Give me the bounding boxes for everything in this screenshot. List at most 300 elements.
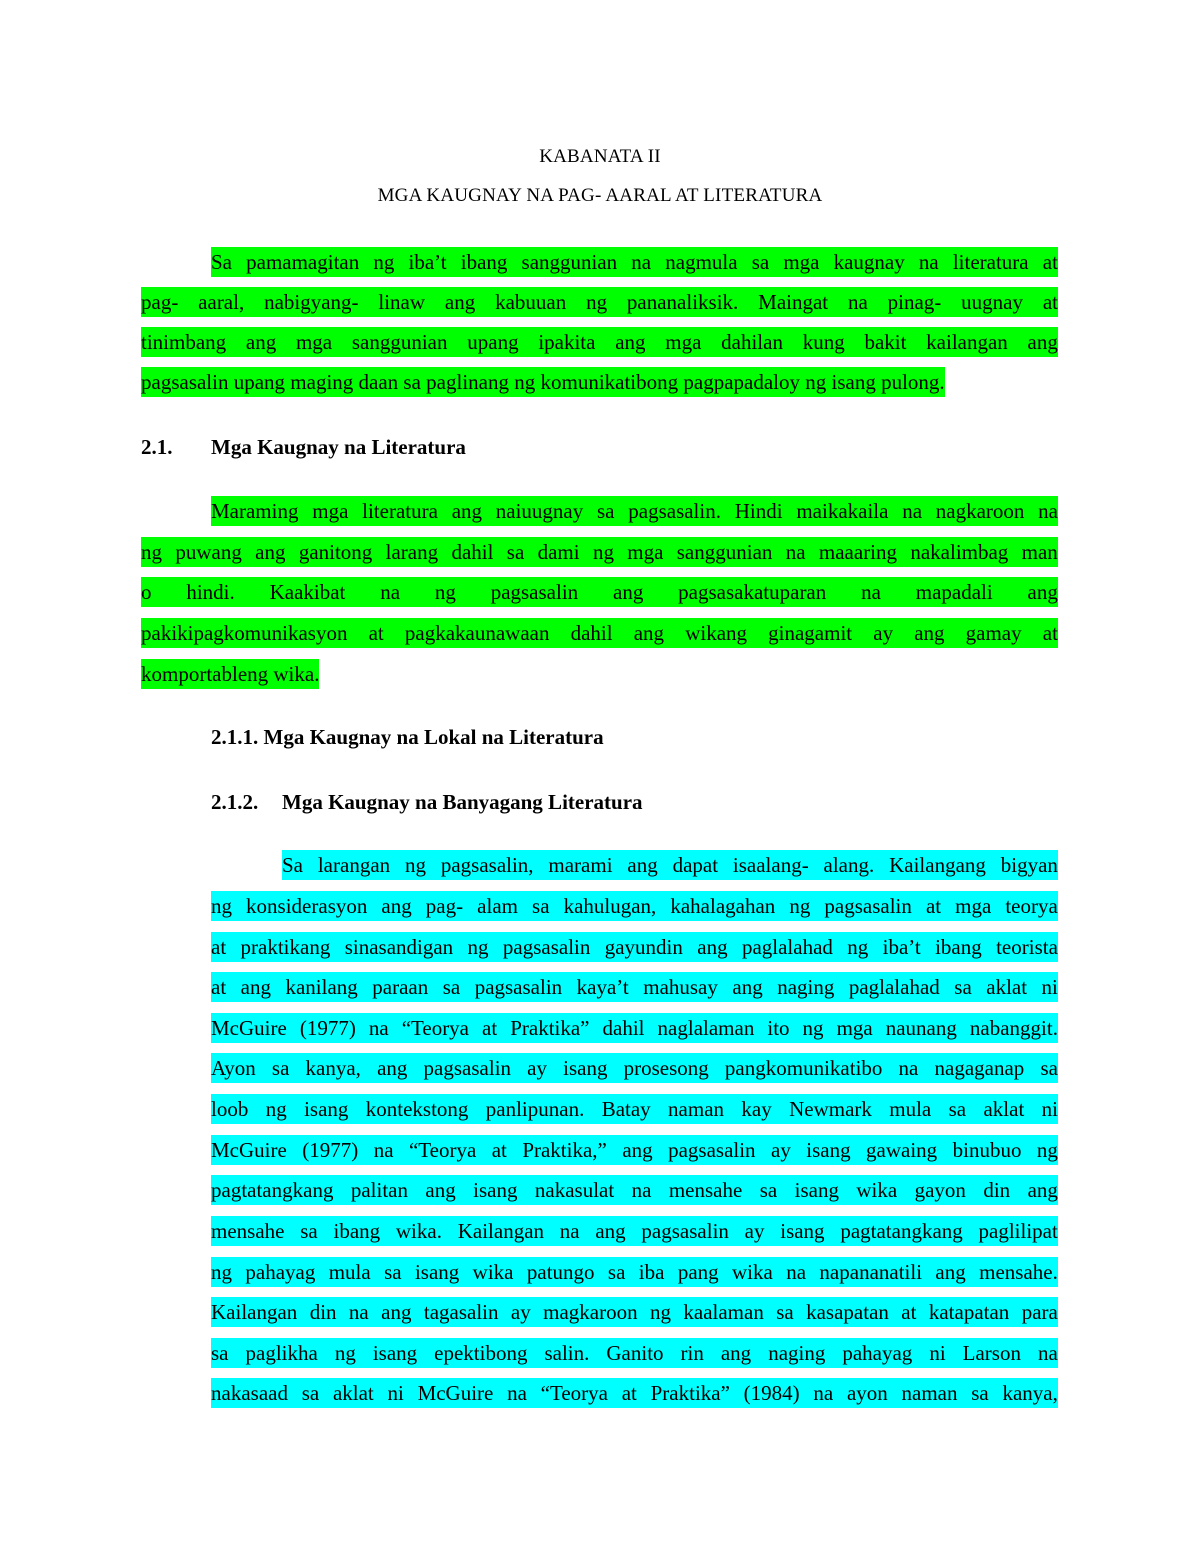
word: dami [537,540,580,564]
word: ng [1036,1138,1058,1162]
word: McGuire [211,1138,287,1162]
word: na [902,499,923,523]
word: aklat [332,1381,374,1405]
paragraph-line: komportableng wika. [141,659,319,689]
chapter-label: KABANATA II [539,146,661,167]
word: kaalaman [683,1300,764,1324]
word: na [380,580,401,604]
word: mga [627,540,664,564]
word: ni [929,1341,946,1365]
word: McGuire [211,1016,287,1040]
paragraph-line [211,1175,1058,1205]
word: Newmark [789,1097,872,1121]
word: at [368,621,384,645]
word: isang [473,1178,518,1202]
word: ng [649,1300,671,1324]
word: “Teorya [401,1016,470,1040]
word: nakasaad [211,1381,288,1405]
word: na [847,290,868,314]
word: literatura [362,499,438,523]
word: magkaroon [543,1300,638,1324]
word: kaugnay [833,250,905,274]
paragraph-line [211,1216,1058,1246]
word: na [786,1260,807,1284]
word: ay [510,1300,531,1324]
word: ang [697,935,728,959]
word: isang [304,1097,349,1121]
word: mga [783,250,820,274]
word: pagsasalin [490,580,579,604]
word: para [1021,1300,1058,1324]
word: at [482,1016,498,1040]
word: sa [384,1260,402,1284]
word: ang [444,290,476,314]
word: ng [789,894,811,918]
word: ang [425,1178,456,1202]
word: katapatan [928,1300,1010,1324]
word: ang [377,1056,408,1080]
word: teorya [1005,894,1058,918]
word: sa [971,1381,989,1405]
word: ang [1027,1178,1058,1202]
word: Hindi [734,499,783,523]
word: ng [211,1260,232,1284]
word: Kailangang [889,853,986,877]
word: at [211,975,227,999]
word: kahulugan, [563,894,657,918]
word: ng [802,1016,824,1040]
word: isang [563,1056,608,1080]
word: pagtatangkang [211,1178,334,1202]
word: ganitong [298,540,373,564]
word: paglilipat [978,1219,1058,1243]
word: wika [856,1178,898,1202]
word: prosesong [623,1056,709,1080]
paragraph-line [211,1094,1058,1124]
word: uugnay [961,290,1023,314]
word: nakasulat [534,1178,615,1202]
word: isang [414,1260,460,1284]
word: ni [387,1381,404,1405]
word: aklat [986,975,1028,999]
word: ng [592,540,614,564]
paragraph-line [211,1053,1058,1083]
word: pag- [425,894,464,918]
word: maaaring [818,540,898,564]
word: nabanggit. [969,1016,1058,1040]
word: isaalang- [732,853,809,877]
word: “Teorya [408,1138,477,1162]
word: McGuire [417,1381,494,1405]
word: naging [768,1341,826,1365]
word: gamay [965,621,1022,645]
word: Ganito [606,1341,664,1365]
word: dahil [451,540,494,564]
word: maikakaila [796,499,889,523]
word: ayon [846,1381,888,1405]
word: Sa [282,853,303,877]
word: na [507,1381,527,1405]
word: at [491,1138,507,1162]
word: ibang [333,1219,381,1243]
word: Praktika,” [522,1138,607,1162]
word: nakalimbag [910,540,1009,564]
word: Maraming [211,499,299,523]
word: gawaing [866,1138,938,1162]
word: na [348,1300,369,1324]
paragraph-line [211,1378,1058,1408]
word: sa [954,975,972,999]
word: sa [776,1300,794,1324]
word: praktikang [240,935,331,959]
word: ang [720,1341,752,1365]
paragraph-line [282,850,1058,880]
word: paglalahad [741,935,833,959]
word: “Teorya [540,1381,608,1405]
word: kailangan [926,330,1008,354]
word: naman [901,1381,958,1405]
word: larangan [317,853,391,877]
word: ng [373,250,395,274]
word: ng [334,1341,356,1365]
word: na [559,1219,580,1243]
word: loob [211,1097,249,1121]
word: at [1042,290,1058,314]
word: naman [668,1097,725,1121]
word: isang [794,1178,839,1202]
word: ng [434,580,456,604]
word: ng [265,1097,287,1121]
word: wikang [685,621,748,645]
word: sa [211,1341,229,1365]
word: pagtatangkang [840,1219,963,1243]
word: aaral, [198,290,245,314]
word: na [368,1016,389,1040]
word: kung [802,330,845,354]
word: pang [677,1260,719,1284]
word: (1977) [299,1016,356,1040]
word: mga [312,499,349,523]
word: paglikha [245,1341,318,1365]
word: sa [607,1260,626,1284]
word: at [211,935,227,959]
word: sa [300,1219,318,1243]
word: ang [627,853,658,877]
word: sanggunian [351,330,448,354]
paragraph-line [211,1257,1058,1287]
word: pagsasalin [502,935,591,959]
word: dahil [570,621,613,645]
paragraph-line [211,1338,1058,1368]
word: sa [442,975,461,999]
chapter-title: MGA KAUGNAY NA PAG- AARAL AT LITERATURA [377,185,823,206]
word: na [861,580,881,604]
word: pagsasalin, [440,853,534,877]
word: pagsasakatuparan [678,580,827,604]
word: gayundin [604,935,683,959]
word: kay [741,1097,772,1121]
paragraph-line [141,287,1058,317]
word: ng [141,540,162,564]
word: sa [1040,1056,1058,1080]
word: naunang [885,1016,957,1040]
word: ang [245,330,277,354]
word: Praktika” [510,1016,590,1040]
word: o [141,580,152,604]
word: ang [633,621,665,645]
word: at [621,1381,637,1405]
word: ibang [460,250,508,274]
word: ang [914,621,945,645]
word: ang [255,540,286,564]
word: na [785,540,806,564]
word: epektibong [434,1341,528,1365]
word: sanggunian [676,540,773,564]
word: at [1042,621,1058,645]
word: upang [467,330,519,354]
word: wika. [395,1219,442,1243]
word: kaya’t [576,975,629,999]
paragraph-line [211,496,1058,526]
word: ay [771,1138,791,1162]
word: kahalagahan [670,894,776,918]
word: ibang [935,935,982,959]
paragraph-line: pagsasalin upang maging daan sa paglinang ng komunikatibong pagpapadaloy ng isang pulong. [141,367,945,397]
paragraph-line [211,247,1058,277]
word: mensahe [211,1219,285,1243]
word: nagkaroon [935,499,1025,523]
word: sa [271,1056,290,1080]
word: na [373,1138,394,1162]
word: Kailangan [457,1219,545,1243]
word: pagsasalin [641,1219,729,1243]
word: ang [1027,330,1058,354]
word: gayon [914,1178,966,1202]
section-number: 2.1.2. [211,790,259,814]
word: sa [759,1178,778,1202]
word: na [631,250,652,274]
word: Kaakibat [269,580,346,604]
word: Larson [962,1341,1021,1365]
word: pinag- [887,290,942,314]
section-heading-2-1-1: 2.1.1. Mga Kaugnay na Lokal na Literatura [211,725,604,749]
word: mula [889,1097,932,1121]
word: nagaganap [934,1056,1025,1080]
word: ipakita [538,330,596,354]
word: kanya, [305,1056,361,1080]
word: at [1042,250,1058,274]
word: rin [680,1341,704,1365]
word: na [898,1056,919,1080]
word: ang [451,499,483,523]
paragraph-line [211,972,1058,1002]
word: naglalaman [657,1016,755,1040]
word: Maingat [758,290,829,314]
word: pahayag [842,1341,913,1365]
word: naging [777,975,835,999]
word: pamamagitan [246,250,360,274]
paragraph-line [141,327,1058,357]
word: ng [847,935,869,959]
word: kasapatan [806,1300,889,1324]
word: marami [548,853,613,877]
word: sa [506,540,525,564]
word: pagsasalin [423,1056,512,1080]
word: ay [527,1056,547,1080]
word: konsiderasyon [246,894,368,918]
paragraph-line [141,537,1058,567]
word: wika [472,1260,514,1284]
word: mga [665,330,702,354]
word: mahusay [643,975,718,999]
word: kanya, [1002,1381,1058,1405]
word: ay [744,1219,765,1243]
paragraph-line [141,577,1058,607]
word: iba [638,1260,665,1284]
word: at [925,894,942,918]
word: alam [477,894,518,918]
word: ang [935,1260,966,1284]
word: na [631,1178,652,1202]
word: isang [806,1138,851,1162]
word: hindi. [186,580,235,604]
word: nagmula [665,250,738,274]
word: puwang [175,540,242,564]
word: sa [751,250,770,274]
word: palitan [350,1178,409,1202]
section-number: 2.1. [141,435,173,459]
word: bigyan [1000,853,1058,877]
word: dapat [672,853,719,877]
word: isang [372,1341,418,1365]
word: sa [532,894,550,918]
word: paglalahad [848,975,940,999]
word: tagasalin [423,1300,499,1324]
word: binubuo [952,1138,1022,1162]
word: pag- [141,290,179,314]
word: sa [301,1381,320,1405]
word: tinimbang [141,330,227,354]
word: Kailangan [211,1300,298,1324]
section-title: Mga Kaugnay na Banyagang Literatura [282,790,643,814]
word: naiuugnay [495,499,584,523]
word: ng [211,894,232,918]
word: alang. [823,853,875,877]
word: ang [622,1138,653,1162]
word: ng [467,935,489,959]
word: Ayon [211,1056,256,1080]
word: dahil [602,1016,645,1040]
word: napananatili [819,1260,923,1284]
word: ang [381,894,412,918]
word: sinasandigan [344,935,454,959]
word: ng [404,853,426,877]
word: din [309,1300,337,1324]
word: pagsasalin [668,1138,756,1162]
word: nabigyang- [264,290,359,314]
word: na [813,1381,834,1405]
word: ang [732,975,763,999]
word: sa [948,1097,967,1121]
word: ni [1041,1097,1058,1121]
word: pananaliksik. [626,290,739,314]
word: ang [595,1219,626,1243]
word: patungo [526,1260,595,1284]
word: bakit [864,330,907,354]
word: (1984) [743,1381,800,1405]
word: pagsasalin. [628,499,721,523]
word: na [918,250,939,274]
word: mensahe. [979,1260,1058,1284]
word: Batay [601,1097,651,1121]
word: din [983,1178,1011,1202]
word: na [1037,1341,1058,1365]
word: literatura [952,250,1029,274]
word: mensahe [668,1178,743,1202]
word: teorista [996,935,1058,959]
word: ang [615,330,646,354]
section-title: Mga Kaugnay na Literatura [211,435,466,459]
word: man [1021,540,1058,564]
word: aklat [983,1097,1025,1121]
word: ang [240,975,271,999]
word: pahayag [245,1260,316,1284]
word: mapadali [915,580,993,604]
word: larang [385,540,439,564]
word: Praktika” [650,1381,730,1405]
word: pagsasalin [824,894,912,918]
word: pagsasalin [474,975,563,999]
paragraph-line [211,1135,1058,1165]
word: iba’t [882,935,921,959]
paragraph-line [211,932,1058,962]
word: Sa [211,250,232,274]
word: isang [780,1219,825,1243]
word: kabuuan [495,290,567,314]
word: ni [1041,975,1058,999]
word: ang [613,580,644,604]
word: dahilan [721,330,783,354]
word: panlipunan. [485,1097,585,1121]
paragraph-line [211,1013,1058,1043]
word: ang [381,1300,412,1324]
word: salin. [544,1341,590,1365]
word: ang [1027,580,1058,604]
paragraph-line [141,618,1058,648]
word: (1977) [302,1138,359,1162]
word: iba’t [408,250,447,274]
word: mga [955,894,992,918]
word: sanggunian [521,250,618,274]
word: pakikipagkomunikasyon [141,621,348,645]
word: na [1038,499,1058,523]
word: at [901,1300,917,1324]
word: mula [328,1260,371,1284]
word: kanilang [285,975,358,999]
word: mga [295,330,333,354]
word: sa [597,499,615,523]
word: mga [836,1016,873,1040]
word: linaw [378,290,426,314]
paragraph-line [211,1297,1058,1327]
word: ginagamit [768,621,853,645]
paragraph-line [211,891,1058,921]
word: kontekstong [365,1097,469,1121]
word: ito [767,1016,790,1040]
word: ng [586,290,608,314]
word: ay [873,621,894,645]
word: wika [732,1260,773,1284]
